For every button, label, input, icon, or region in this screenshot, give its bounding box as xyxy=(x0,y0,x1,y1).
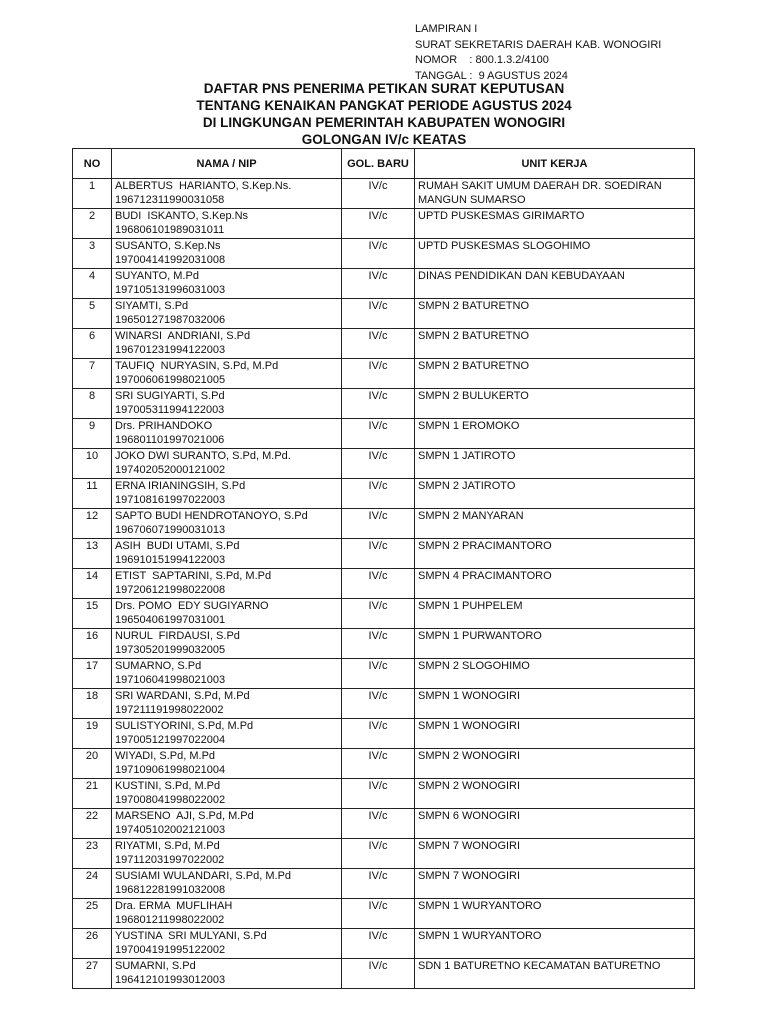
row-unit-kerja: SMPN 2 JATIROTO xyxy=(415,479,695,509)
row-nama: YUSTINA SRI MULYANI, S.Pd xyxy=(115,930,267,942)
row-unit-kerja: SMPN 2 BATURETNO xyxy=(415,329,695,359)
row-nama-nip xyxy=(112,569,342,599)
row-nip: 197112031997022002 xyxy=(115,854,225,866)
row-number: 23 xyxy=(73,839,112,869)
row-nama-nip xyxy=(112,509,342,539)
row-nip: 196910151994122003 xyxy=(115,554,226,566)
row-nama: SAPTO BUDI HENDROTANOYO, S.Pd xyxy=(115,510,308,522)
row-nama: TAUFIQ NURYASIN, S.Pd, M.Pd xyxy=(115,360,279,372)
row-gol-baru: IV/c xyxy=(342,929,415,959)
row-nama: JOKO DWI SURANTO, S.Pd, M.Pd. xyxy=(115,450,291,462)
row-number: 2 xyxy=(73,209,112,239)
table-row xyxy=(73,629,695,659)
row-unit-kerja: SMPN 2 BATURETNO xyxy=(415,299,695,329)
row-nip: 197206121998022008 xyxy=(115,584,226,596)
row-number: 7 xyxy=(73,359,112,389)
row-gol-baru: IV/c xyxy=(342,239,415,269)
row-nip: 197405102002121003 xyxy=(115,824,226,836)
table-row xyxy=(73,689,695,719)
row-unit-kerja: SMPN 1 WURYANTORO xyxy=(415,899,695,929)
table-row xyxy=(73,809,695,839)
row-nama-nip xyxy=(112,299,342,329)
row-nama-nip xyxy=(112,719,342,749)
row-unit-kerja: SMPN 2 MANYARAN xyxy=(415,509,695,539)
row-unit-kerja: SMPN 2 BULUKERTO xyxy=(415,389,695,419)
row-number: 10 xyxy=(73,449,112,479)
row-nama-nip xyxy=(112,869,342,899)
row-nama: WIYADI, S.Pd, M.Pd xyxy=(115,750,216,762)
row-number: 3 xyxy=(73,239,112,269)
row-number: 27 xyxy=(73,959,112,989)
row-nip: 197005121997022004 xyxy=(115,734,226,746)
row-number: 19 xyxy=(73,719,112,749)
title-line-3: DI LINGKUNGAN PEMERINTAH KABUPATEN WONOGIRI xyxy=(202,115,566,130)
row-gol-baru: IV/c xyxy=(342,659,415,689)
row-nip: 196801211998022002 xyxy=(115,914,225,926)
row-nama-nip xyxy=(112,809,342,839)
row-nama-nip xyxy=(112,179,342,209)
row-nama: RIYATMI, S.Pd, M.Pd xyxy=(115,840,220,852)
table-row xyxy=(73,239,695,269)
title-line-1: DAFTAR PNS PENERIMA PETIKAN SURAT KEPUTUSAN xyxy=(203,81,565,96)
row-unit-kerja: SMPN 1 JATIROTO xyxy=(415,449,695,479)
row-nama: ASIH BUDI UTAMI, S.Pd xyxy=(115,540,240,552)
row-nip: 197004191995122002 xyxy=(115,944,226,956)
table-row xyxy=(73,419,695,449)
row-gol-baru: IV/c xyxy=(342,569,415,599)
table-row xyxy=(73,389,695,419)
row-gol-baru: IV/c xyxy=(342,869,415,899)
row-unit-kerja: SMPN 1 WONOGIRI xyxy=(415,719,695,749)
table-row xyxy=(73,779,695,809)
row-number: 25 xyxy=(73,899,112,929)
row-nip: 197105131996031003 xyxy=(115,284,226,296)
row-unit-kerja: SMPN 7 WONOGIRI xyxy=(415,869,695,899)
row-gol-baru: IV/c xyxy=(342,389,415,419)
row-unit-kerja: UPTD PUSKESMAS SLOGOHIMO xyxy=(415,239,695,269)
row-unit-kerja: SMPN 4 PRACIMANTORO xyxy=(415,569,695,599)
table-row xyxy=(73,329,695,359)
table-row xyxy=(73,599,695,629)
row-nama-nip xyxy=(112,959,342,989)
row-number: 13 xyxy=(73,539,112,569)
row-unit-kerja: SMPN 7 WONOGIRI xyxy=(415,839,695,869)
row-number: 9 xyxy=(73,419,112,449)
row-nama-nip xyxy=(112,599,342,629)
row-number: 16 xyxy=(73,629,112,659)
row-nama: SRI WARDANI, S.Pd, M.Pd xyxy=(115,690,250,702)
row-nama: NURUL FIRDAUSI, S.Pd xyxy=(115,630,240,642)
row-nama: SUYANTO, M.Pd xyxy=(115,270,199,282)
row-nama: ERNA IRIANINGSIH, S.Pd xyxy=(115,480,246,492)
table-row xyxy=(73,539,695,569)
row-nama-nip xyxy=(112,389,342,419)
table-row xyxy=(73,749,695,779)
row-gol-baru: IV/c xyxy=(342,749,415,779)
header-nama-nip: NAMA / NIP xyxy=(112,149,342,179)
row-gol-baru: IV/c xyxy=(342,329,415,359)
row-nama: BUDI ISKANTO, S.Kep.Ns xyxy=(115,210,249,222)
table-row xyxy=(73,569,695,599)
row-nama: SUMARNO, S.Pd xyxy=(115,660,202,672)
row-unit-kerja: UPTD PUSKESMAS GIRIMARTO xyxy=(415,209,695,239)
row-nip: 196701231994122003 xyxy=(115,344,226,356)
row-nama: SUSANTO, S.Kep.Ns xyxy=(115,240,221,252)
row-nip: 196812281991032008 xyxy=(115,884,226,896)
table-row xyxy=(73,209,695,239)
row-nip: 196801101997021006 xyxy=(115,434,225,446)
row-gol-baru: IV/c xyxy=(342,899,415,929)
row-nama: WINARSI ANDRIANI, S.Pd xyxy=(115,330,251,342)
row-nama-nip xyxy=(112,689,342,719)
table-row xyxy=(73,479,695,509)
row-nip: 197004141992031008 xyxy=(115,254,226,266)
table-row xyxy=(73,299,695,329)
table-row xyxy=(73,839,695,869)
header-unit-kerja: UNIT KERJA xyxy=(415,149,695,179)
row-unit-kerja: SMPN 2 PRACIMANTORO xyxy=(415,539,695,569)
row-number: 4 xyxy=(73,269,112,299)
row-gol-baru: IV/c xyxy=(342,209,415,239)
row-nip: 196501271987032006 xyxy=(115,314,226,326)
row-gol-baru: IV/c xyxy=(342,599,415,629)
row-number: 6 xyxy=(73,329,112,359)
title-line-4: GOLONGAN IV/c KEATAS xyxy=(301,132,467,147)
pns-table xyxy=(72,148,695,989)
row-unit-kerja: SMPN 1 EROMOKO xyxy=(415,419,695,449)
row-nama: KUSTINI, S.Pd, M.Pd xyxy=(115,780,221,792)
row-nama: ALBERTUS HARIANTO, S.Kep.Ns. xyxy=(115,180,292,192)
row-nama-nip xyxy=(112,449,342,479)
document-title xyxy=(0,80,768,148)
row-unit-kerja: SMPN 2 BATURETNO xyxy=(415,359,695,389)
row-nip: 197109061998021004 xyxy=(115,764,226,776)
table-row xyxy=(73,929,695,959)
row-nama: SULISTYORINI, S.Pd, M.Pd xyxy=(115,720,254,732)
row-number: 17 xyxy=(73,659,112,689)
row-gol-baru: IV/c xyxy=(342,299,415,329)
table-row xyxy=(73,719,695,749)
row-unit-kerja: SMPN 1 PURWANTORO xyxy=(415,629,695,659)
row-number: 14 xyxy=(73,569,112,599)
row-gol-baru: IV/c xyxy=(342,359,415,389)
row-nama: SUMARNI, S.Pd xyxy=(115,960,196,972)
lampiran-block xyxy=(415,22,661,84)
row-nama-nip xyxy=(112,779,342,809)
row-gol-baru: IV/c xyxy=(342,629,415,659)
row-gol-baru: IV/c xyxy=(342,779,415,809)
row-gol-baru: IV/c xyxy=(342,689,415,719)
row-number: 18 xyxy=(73,689,112,719)
table-row xyxy=(73,449,695,479)
row-nip: 197402052000121002 xyxy=(115,464,226,476)
row-unit-kerja: SMPN 1 PUHPELEM xyxy=(415,599,695,629)
row-gol-baru: IV/c xyxy=(342,509,415,539)
nomor-label: NOMOR : 800.1.3.2/4100 xyxy=(415,54,549,66)
row-nip: 196504061997031001 xyxy=(115,614,226,626)
row-nama-nip xyxy=(112,929,342,959)
table-row xyxy=(73,959,695,989)
table-row xyxy=(73,179,695,209)
title-line-2: TENTANG KENAIKAN PANGKAT PERIODE AGUSTUS 2024 xyxy=(196,98,572,113)
table-header-row xyxy=(73,149,695,179)
row-nip: 197108161997022003 xyxy=(115,494,226,506)
row-unit-kerja: SMPN 1 WONOGIRI xyxy=(415,689,695,719)
row-nip: 197008041998022002 xyxy=(115,794,226,806)
row-number: 22 xyxy=(73,809,112,839)
row-nama-nip xyxy=(112,629,342,659)
row-nama-nip xyxy=(112,899,342,929)
row-nama: SRI SUGIYARTI, S.Pd xyxy=(115,390,225,402)
row-gol-baru: IV/c xyxy=(342,719,415,749)
row-number: 26 xyxy=(73,929,112,959)
row-unit-kerja: DINAS PENDIDIKAN DAN KEBUDAYAAN xyxy=(415,269,695,299)
row-nama-nip xyxy=(112,209,342,239)
row-nip: 196806101989031011 xyxy=(115,224,225,236)
row-gol-baru: IV/c xyxy=(342,179,415,209)
row-number: 15 xyxy=(73,599,112,629)
row-gol-baru: IV/c xyxy=(342,539,415,569)
row-nip: 196706071990031013 xyxy=(115,524,226,536)
row-number: 1 xyxy=(73,179,112,209)
row-nama: SIYAMTI, S.Pd xyxy=(115,300,189,312)
table-body xyxy=(73,179,695,989)
row-gol-baru: IV/c xyxy=(342,809,415,839)
surat-label: SURAT SEKRETARIS DAERAH KAB. WONOGIRI xyxy=(415,38,662,51)
row-gol-baru: IV/c xyxy=(342,269,415,299)
row-unit-kerja: SMPN 2 WONOGIRI xyxy=(415,779,695,809)
row-nama: ETIST SAPTARINI, S.Pd, M.Pd xyxy=(115,570,272,582)
row-nip: 196412101993012003 xyxy=(115,974,226,986)
row-nip: 197305201999032005 xyxy=(115,644,226,656)
row-nama-nip xyxy=(112,749,342,779)
row-unit-kerja: SMPN 2 WONOGIRI xyxy=(415,749,695,779)
row-nama: Drs. POMO EDY SUGIYARNO xyxy=(115,600,269,612)
row-number: 24 xyxy=(73,869,112,899)
tanggal-label: TANGGAL : 9 AGUSTUS 2024 xyxy=(415,69,568,82)
row-unit-kerja: SDN 1 BATURETNO KECAMATAN BATURETNO xyxy=(415,959,695,989)
row-nama-nip xyxy=(112,269,342,299)
row-nama: Drs. PRIHANDOKO xyxy=(115,420,213,432)
row-number: 21 xyxy=(73,779,112,809)
row-gol-baru: IV/c xyxy=(342,479,415,509)
row-nama-nip xyxy=(112,239,342,269)
table-row xyxy=(73,659,695,689)
row-nama-nip xyxy=(112,359,342,389)
row-gol-baru: IV/c xyxy=(342,839,415,869)
row-gol-baru: IV/c xyxy=(342,419,415,449)
row-nip: 197211191998022002 xyxy=(115,704,224,716)
table-row xyxy=(73,509,695,539)
row-nama: MARSENO AJI, S.Pd, M.Pd xyxy=(115,810,254,822)
row-gol-baru: IV/c xyxy=(342,959,415,989)
row-nip: 197006061998021005 xyxy=(115,374,226,386)
row-nama-nip xyxy=(112,539,342,569)
row-nama-nip xyxy=(112,479,342,509)
table-row xyxy=(73,899,695,929)
row-number: 12 xyxy=(73,509,112,539)
row-unit-kerja: RUMAH SAKIT UMUM DAERAH DR. SOEDIRAN MANGUN SUMARSO xyxy=(415,179,695,209)
row-nip: 197005311994122003 xyxy=(115,404,225,416)
row-nama-nip xyxy=(112,659,342,689)
row-number: 5 xyxy=(73,299,112,329)
row-nama: SUSIAMI WULANDARI, S.Pd, M.Pd xyxy=(115,870,292,882)
row-nama-nip xyxy=(112,839,342,869)
row-number: 11 xyxy=(73,479,112,509)
row-nama: Dra. ERMA MUFLIHAH xyxy=(115,900,233,912)
row-nip: 196712311990031058 xyxy=(115,194,225,206)
row-unit-kerja: SMPN 2 SLOGOHIMO xyxy=(415,659,695,689)
table-row xyxy=(73,269,695,299)
row-nip: 197106041998021003 xyxy=(115,674,226,686)
table-row xyxy=(73,359,695,389)
row-number: 20 xyxy=(73,749,112,779)
table-row xyxy=(73,869,695,899)
row-number: 8 xyxy=(73,389,112,419)
row-unit-kerja: SMPN 6 WONOGIRI xyxy=(415,809,695,839)
header-gol-baru: GOL. BARU xyxy=(342,149,415,179)
row-nama-nip xyxy=(112,419,342,449)
lampiran-label: LAMPIRAN I xyxy=(415,23,478,35)
row-gol-baru: IV/c xyxy=(342,449,415,479)
row-unit-kerja: SMPN 1 WURYANTORO xyxy=(415,929,695,959)
header-no: NO xyxy=(73,149,112,179)
row-nama-nip xyxy=(112,329,342,359)
